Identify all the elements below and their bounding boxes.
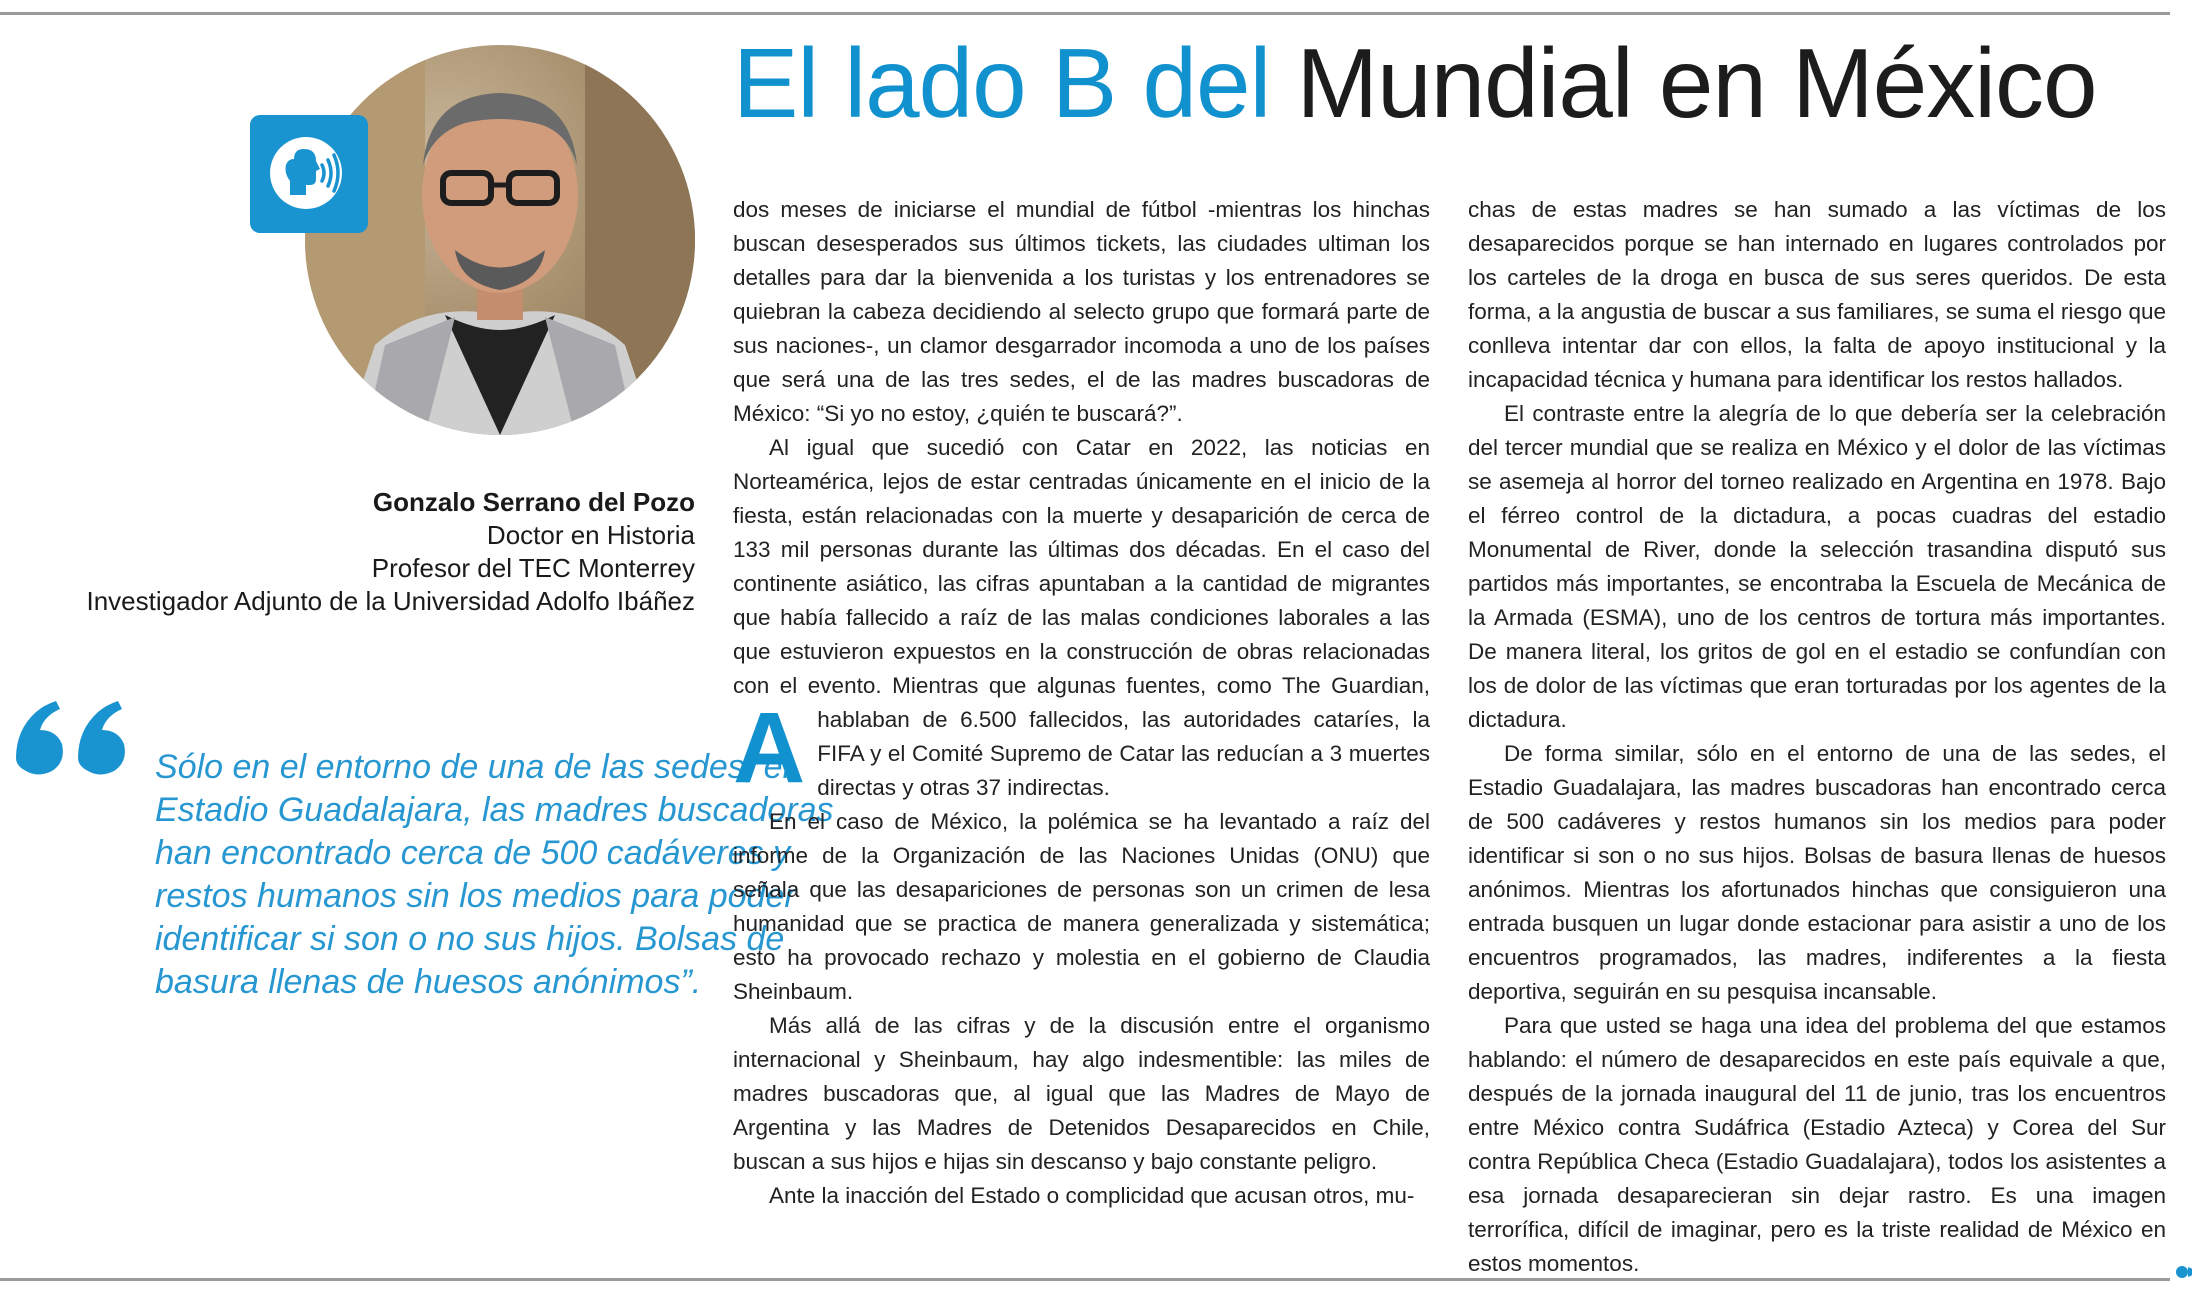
article-end-icon bbox=[2138, 1256, 2166, 1272]
author-photo bbox=[305, 45, 695, 435]
body-paragraph bbox=[1468, 1009, 2166, 1281]
top-rule bbox=[0, 12, 2170, 15]
speaking-head-icon[interactable] bbox=[250, 115, 368, 233]
quote-marks-icon bbox=[8, 668, 138, 798]
article-title bbox=[733, 30, 2097, 138]
body-paragraph: De forma similar, sólo en el entorno de una de las sedes, el Estadio Guadalajara, las madres buscadoras han encontrado cerca de 500 cadáveres y restos humanos sin los medios para poder identificar si son o no sus hijos. Bolsas de basura llenas de huesos anónimos. Mientras los afortunados hinchas que consiguieron una entrada busquen un lugar donde estacionar para asistir a uno de los encuentros programados, las madres, indiferentes a la fiesta deportiva, seguirán en su pesquisa incansable. bbox=[1468, 741, 2166, 1004]
body-paragraph: El contraste entre la alegría de lo que debería ser la celebración del tercer mundial que se realiza en México y el dolor de las víctimas se asemeja al horror del torneo realizado en Argentina en 1978. Bajo el férreo control de la dictadura, a pocas cuadras del estadio Monumental de River, donde la selección trasandina disputó sus partidos más importantes, se encontraba la Escuela de Mecánica de la Armada (ESMA), uno de los centros de tortura más importantes. De manera literal, los gritos de gol en el estadio se confundían con los de dolor de las víctimas que eran torturadas por los agentes de la dictadura. bbox=[1468, 401, 2166, 732]
author-role-2: Profesor del TEC Monterrey bbox=[371, 553, 695, 583]
author-role-3: Investigador Adjunto de la Universidad Adolfo Ibáñez bbox=[86, 586, 695, 616]
final-paragraph-text: Para que usted se haga una idea del problema del que estamos hablando: el número de desaparecidos en este país equivale a que, después de la jornada inaugural del 11 de junio, tras los encuentros entre México contra Sudáfrica (Estadio Azteca) y Corea del Sur contra República Checa (Estadio Guadalajara), todos los asistentes a esa jornada desaparecieran sin dejar rastro. Es una imagen terrorífica, difícil de imaginar, pero es la triste realidad de México en estos momentos. bbox=[1468, 1013, 2166, 1276]
body-paragraph: En el caso de México, la polémica se ha levantado a raíz del informe de la Organización de las Naciones Unidas (ONU) que señala que las desapariciones de personas son un crimen de lesa humanidad que se practica de manera generalizada y sistemática; esto ha provocado rechazo y molestia en el gobierno de Claudia Sheinbaum. bbox=[733, 809, 1430, 1004]
title-highlight: El lado B del bbox=[733, 28, 1271, 138]
body-paragraph: Ante la inacción del Estado o complicidad que acusan otros, mu- bbox=[769, 1183, 1415, 1208]
body-paragraph: chas de estas madres se han sumado a las víctimas de los desaparecidos porque se han internado en lugares controlados por los carteles de la droga en busca de sus seres queridos. De esta forma, a la angustia de buscar a sus familiares, se suma el riesgo que conlleva intentar dar con ellos, la falta de apoyo institucional y la incapacidad técnica y humana para identificar los restos hallados. bbox=[1468, 197, 2166, 392]
author-role-1: Doctor en Historia bbox=[486, 520, 695, 550]
article-column-2 bbox=[1468, 193, 2166, 1281]
body-paragraph: Al igual que sucedió con Catar en 2022, las noticias en Norteamérica, lejos de estar centradas únicamente en el inicio de la fiesta, están relacionadas con la muerte y desaparición de cerca de 133 mil personas durante las últimas dos décadas. En el caso del continente asiático, las cifras apuntaban a la cantidad de migrantes que había fallecido a raíz de las malas condiciones laborales a las que estuvieron expuestos en la construcción de obras relacionadas con el evento. Mientras que algunas fuentes, como The Guardian, hablaban de 6.500 fallecidos, las autoridades cataríes, la FIFA y el Comité Supremo de Catar las reducían a 3 muertes directas y otras 37 indirectas. bbox=[733, 435, 1430, 800]
author-byline bbox=[86, 486, 695, 618]
bottom-rule bbox=[0, 1278, 2170, 1281]
lead-paragraph-text: dos meses de iniciarse el mundial de fútbol -mientras los hinchas buscan desesperados sus últimos tickets, las ciudades ultiman los detalles para dar la bienvenida a los turistas y los entrenadores se quiebran la cabeza decidiendo al selecto grupo que formará parte de sus naciones-, un clamor desgarrador incomoda a uno de los países que será una de las tres sedes, el de las madres buscadoras de México: “Si yo no estoy, ¿quién te buscará?”. bbox=[733, 197, 1430, 426]
author-name: Gonzalo Serrano del Pozo bbox=[372, 487, 695, 517]
pull-quote: Sólo en el entorno de una de las sedes, el Estadio Guadalajara, las madres buscadoras han encontrado cerca de 500 cadáveres y restos humanos sin los medios para poder identificar si son o no sus hijos. Bolsas de basura llenas de huesos anónimos”. bbox=[155, 748, 834, 1001]
body-paragraph: Más allá de las cifras y de la discusión entre el organismo internacional y Sheinbaum, hay algo indesmentible: las miles de madres buscadoras que, al igual que las Madres de Mayo de Argentina y las Madres de Detenidos Desaparecidos en Chile, buscan a sus hijos e hijas sin descanso y bajo constante peligro. bbox=[733, 1013, 1430, 1174]
article-column-1 bbox=[733, 193, 1430, 1213]
drop-cap: A bbox=[733, 692, 806, 804]
author-portrait-illustration bbox=[305, 45, 695, 435]
title-rest: Mundial en México bbox=[1296, 28, 2097, 138]
text-wrap-shape bbox=[503, 703, 733, 1015]
